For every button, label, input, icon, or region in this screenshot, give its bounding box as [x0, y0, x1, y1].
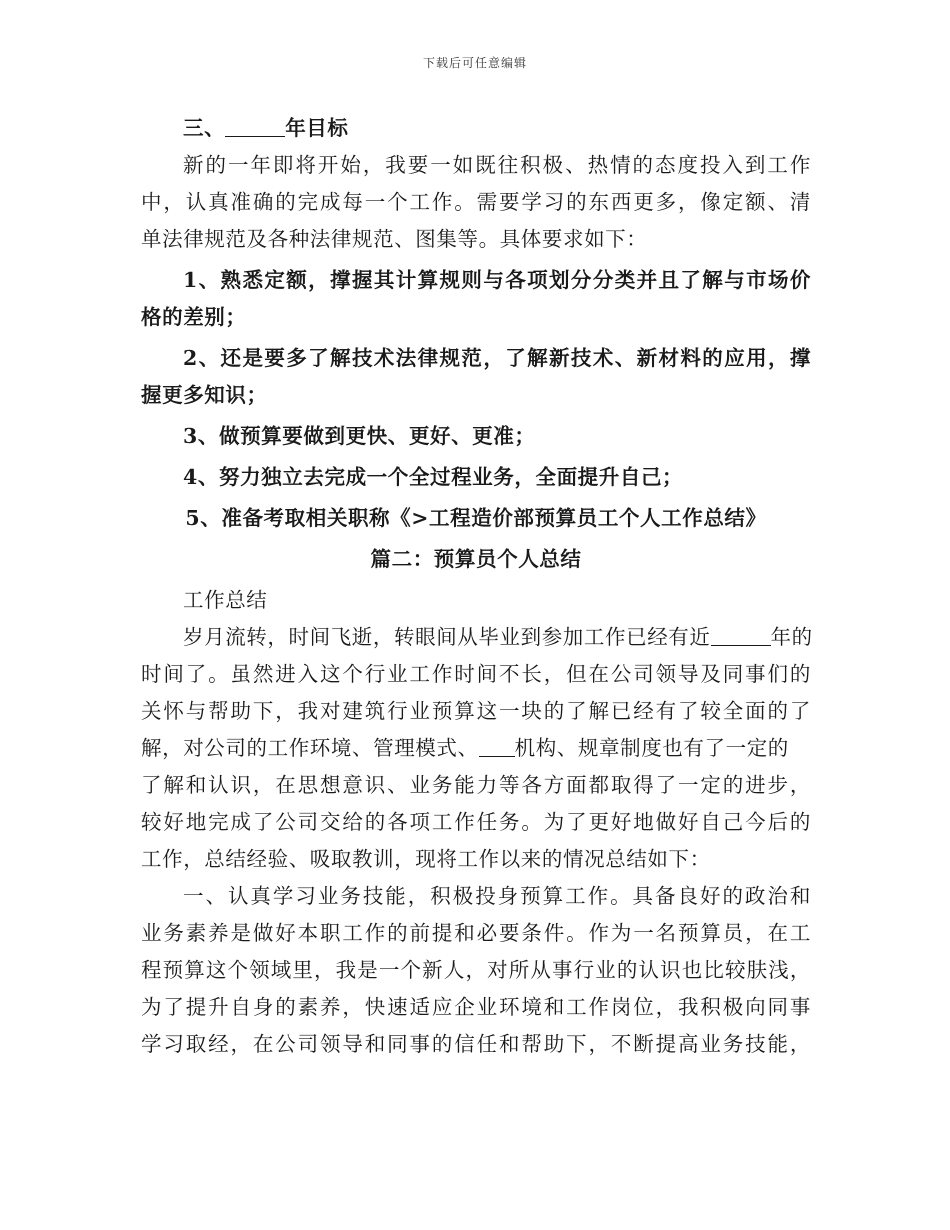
goal-item-3: 3、做预算要做到更快、更好、更准；: [183, 424, 536, 448]
article-subtitle: 工作总结: [183, 588, 268, 612]
paragraph-line: 业务素养是做好本职工作的前提和必要条件。作为一名预算员，在工: [141, 921, 811, 945]
goal-item-2: 2、还是要多了解技术法律规范，了解新技术、新材料的应用，撑: [183, 346, 811, 370]
paragraph-line: 时间了。虽然进入这个行业工作时间不长，但在公司领导及同事们的: [141, 662, 811, 686]
paragraph-line: 岁月流转，时间飞逝，转眼间从毕业到参加工作已经有近 年的: [183, 625, 813, 649]
paragraph-line: 关怀与帮助下，我对建筑行业预算这一块的了解已经有了较全面的了: [141, 699, 811, 723]
paragraph-line: 新的一年即将开始，我要一如既往积极、热情的态度投入到工作: [183, 153, 811, 177]
goal-item-4: 4、努力独立去完成一个全过程业务，全面提升自己；: [183, 465, 684, 489]
paragraph-line: 为了提升自身的素养，快速适应企业环境和工作岗位，我积极向同事: [141, 995, 811, 1019]
paragraph-line: 单法律规范及各种法律规范、图集等。具体要求如下：: [141, 227, 648, 251]
paragraph-line: 一、认真学习业务技能，积极投身预算工作。具备良好的政治和: [183, 884, 811, 908]
paragraph-line: 程预算这个领域里，我是一个新人，对所从事行业的认识也比较肤浅，: [141, 958, 811, 982]
paragraph-line: 中，认真准确的完成每一个工作。需要学习的东西更多，像定额、清: [141, 190, 811, 214]
goal-item-1-cont: 格的差别；: [141, 305, 247, 329]
goal-item-5: 5、准备考取相关职称《>工程造价部预算员工个人工作总结》: [185, 506, 767, 530]
blank-underline: [711, 627, 771, 646]
paragraph-line: 解，对公司的工作环境、管理模式、 机构、规章制度也有了一定的: [141, 736, 789, 760]
blank-underline: [225, 118, 285, 137]
document-body: [141, 110, 811, 1063]
paragraph-line: 较好地完成了公司交给的各项工作任务。为了更好地做好自己今后的: [141, 810, 811, 834]
blank-underline: [479, 738, 515, 757]
section-heading: 三、 年目标: [183, 116, 349, 140]
paragraph-line: 工作，总结经验、吸取教训，现将工作以来的情况总结如下：: [141, 847, 711, 871]
paragraph-line: 学习取经，在公司领导和同事的信任和帮助下，不断提高业务技能，: [141, 1032, 811, 1056]
goal-item-1: 1、熟悉定额，撑握其计算规则与各项划分分类并且了解与市场价: [183, 268, 811, 292]
paragraph-line: 了解和认识，在思想意识、业务能力等各方面都取得了一定的进步，: [141, 773, 811, 797]
article-title: 篇二：预算员个人总结: [370, 547, 582, 571]
page-header: 下载后可任意编辑: [422, 56, 527, 70]
goal-item-2-cont: 握更多知识；: [141, 383, 268, 407]
